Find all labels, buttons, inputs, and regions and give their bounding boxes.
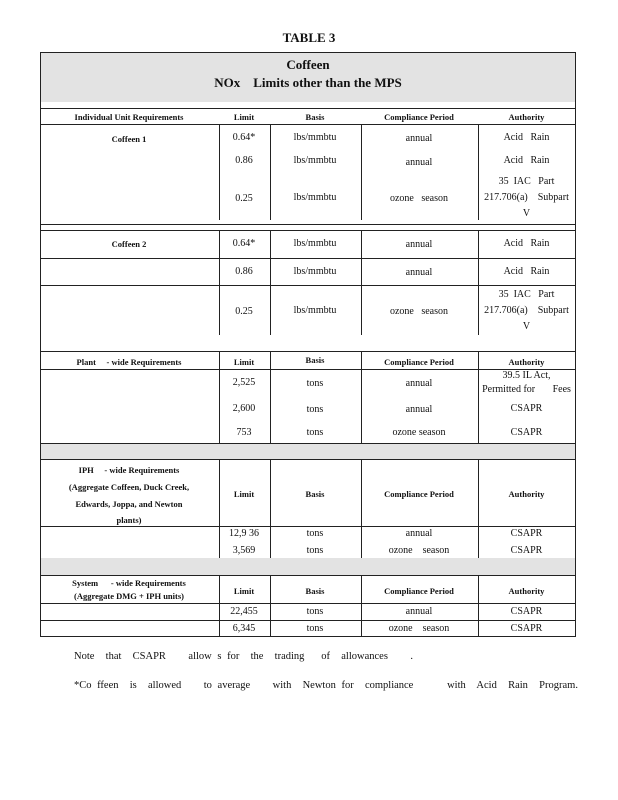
iph-wide-label: Edwards, Joppa, and Newton (75, 499, 183, 509)
frame-bottom (40, 636, 576, 637)
compliance-header: Compliance Period (384, 489, 454, 499)
table-cell: 0.86 (235, 266, 253, 277)
coffeen1-label: Coffeen 1 (111, 134, 147, 144)
table-cell: 753 (236, 427, 252, 438)
table-cell: Acid Rain (503, 155, 550, 166)
iph-wide-label: plants) (116, 515, 142, 525)
table-cell: 12,9 36 (229, 528, 259, 539)
table-cell: annual (405, 378, 433, 389)
table-cell: ozone season (388, 545, 450, 556)
table-cell: Acid Rain (503, 132, 550, 143)
plant-name: Coffeen (286, 57, 330, 72)
table-cell: 35 IAC Part (498, 289, 555, 300)
frame-right (575, 52, 576, 637)
limit-header: Limit (233, 357, 255, 367)
system-wide-label: System - wide Requirements (72, 578, 186, 588)
table-title: TABLE 3 (282, 30, 336, 45)
table-cell: annual (405, 528, 433, 539)
table-cell: annual (405, 267, 433, 278)
basis-header: Basis (305, 355, 325, 365)
note-coffeen: *Co ffeen is allowed to average with Newton for compliance with Acid Rain Program. (74, 680, 578, 691)
table-cell: Acid Rain (503, 238, 550, 249)
table-cell: CSAPR (510, 545, 543, 556)
limit-header: Limit (233, 489, 255, 499)
table-cell: lbs/mmbtu (293, 305, 337, 316)
table-cell: 22,455 (230, 606, 258, 617)
coffeen2-label: Coffeen 2 (111, 239, 147, 249)
table-cell: Acid Rain (503, 266, 550, 277)
table-cell: lbs/mmbtu (293, 132, 337, 143)
limit-header: Limit (233, 586, 255, 596)
authority-header: Authority (508, 586, 545, 596)
table-cell: CSAPR (510, 528, 543, 539)
table-cell: Permitted for Fees (482, 384, 571, 395)
table-cell: lbs/mmbtu (293, 266, 337, 277)
table-cell: 39.5 IL Act, (502, 370, 551, 381)
table-cell: 0.64* (232, 238, 256, 249)
table-cell: annual (405, 157, 433, 168)
table-cell: 0.86 (235, 155, 253, 166)
compliance-header: Compliance Period (384, 112, 454, 122)
compliance-header: Compliance Period (384, 586, 454, 596)
table-cell: lbs/mmbtu (293, 155, 337, 166)
table-cell: tons (306, 404, 324, 415)
note-csapr: Note that CSAPR allow s for the trading of allowances . (74, 651, 414, 662)
table-cell: ozone season (389, 193, 449, 204)
basis-header: Basis (305, 586, 325, 596)
table-cell: annual (405, 133, 433, 144)
table-cell: 35 IAC Part (498, 176, 555, 187)
table-cell: 6,345 (232, 623, 256, 634)
authority-header: Authority (508, 357, 545, 367)
table-subtitle: NOx Limits other than the MPS (214, 75, 402, 90)
table-cell: annual (405, 404, 433, 415)
table-cell: tons (306, 623, 324, 634)
basis-header: Basis (305, 112, 325, 122)
table-cell: tons (306, 606, 324, 617)
authority-header: Authority (508, 489, 545, 499)
table-cell: 3,569 (232, 545, 256, 556)
table-cell: V (522, 208, 531, 219)
table-cell: annual (405, 239, 433, 250)
table-cell: lbs/mmbtu (293, 238, 337, 249)
table-cell: annual (405, 606, 433, 617)
individual-header: Individual Unit Requirements (74, 112, 184, 122)
table-cell: CSAPR (510, 403, 543, 414)
table-cell: ozone season (392, 427, 446, 438)
system-wide-label: (Aggregate DMG + IPH units) (74, 591, 184, 601)
table-cell: lbs/mmbtu (293, 192, 337, 203)
spacer-band (41, 444, 575, 459)
basis-header: Basis (305, 489, 325, 499)
table-cell: 217.706(a) Subpart (484, 305, 569, 316)
plant-wide-label: Plant - wide Requirements (76, 357, 182, 367)
authority-header: Authority (508, 112, 545, 122)
iph-wide-label: IPH - wide Requirements (78, 465, 180, 475)
limit-header: Limit (233, 112, 255, 122)
table-cell: V (522, 321, 531, 332)
table-cell: 217.706(a) Subpart (484, 192, 569, 203)
table-cell: tons (306, 378, 324, 389)
table-cell: 2,600 (232, 403, 256, 414)
table-cell: CSAPR (510, 623, 543, 634)
iph-wide-label: (Aggregate Coffeen, Duck Creek, (68, 482, 190, 492)
table-cell: tons (306, 528, 324, 539)
table-cell: CSAPR (510, 427, 543, 438)
frame-top (40, 52, 576, 53)
table-cell: ozone season (388, 623, 450, 634)
compliance-header: Compliance Period (384, 357, 454, 367)
table-cell: ozone season (389, 306, 449, 317)
table-cell: tons (306, 545, 324, 556)
table-cell: 0.64* (232, 132, 256, 143)
spacer-band (41, 558, 575, 575)
table-cell: 2,525 (232, 377, 256, 388)
table-cell: 0.25 (235, 193, 253, 204)
table-cell: 0.25 (235, 306, 253, 317)
table-cell: tons (306, 427, 324, 438)
table-cell: CSAPR (510, 606, 543, 617)
